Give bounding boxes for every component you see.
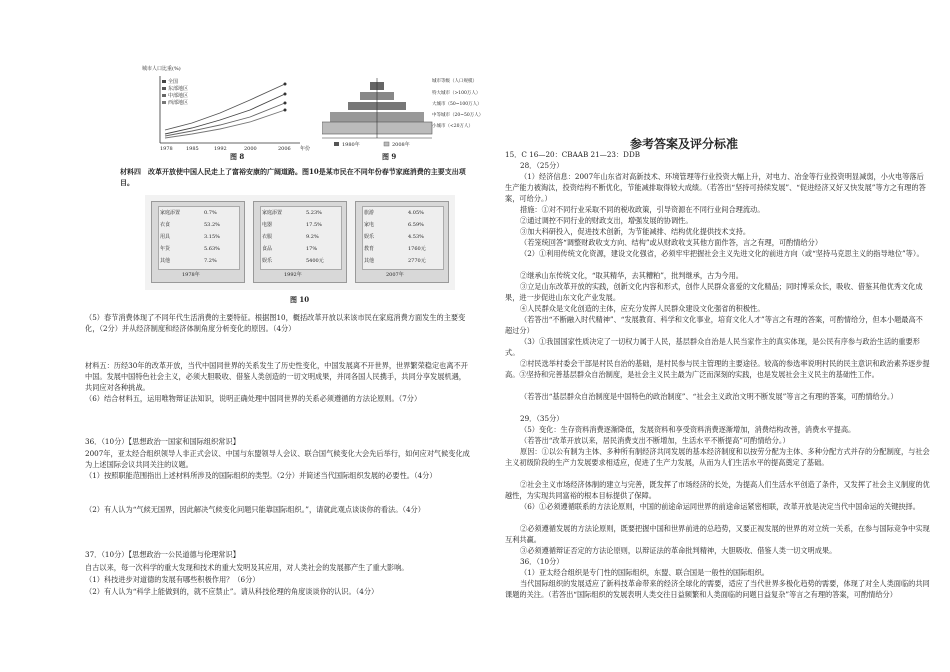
figure-10-2007-year: 2007年 bbox=[386, 272, 404, 278]
answer-line-17: （5）变化：生存资料消费逐渐降低，发展资料和享受资料消费逐渐增加，消费结构改善，消费水平提高。 bbox=[520, 425, 856, 434]
figure-10-1978-value-4: 5.63% bbox=[204, 246, 220, 252]
figure-9-caption: 图 9 bbox=[382, 152, 397, 161]
figure-10-1992-year: 1992年 bbox=[284, 272, 302, 278]
figure-10-2007-value-5: 2770元 bbox=[408, 258, 426, 264]
material-four: 材料四 改革开放使中国人民走上了富裕安康的广阔道路。图10是某市民在不同年份春节家庭消费的主要支出项目。 bbox=[120, 167, 466, 187]
answer-line-08: （2）①利用传统文化资源，建设文化强省，必须牢牢把握社会主义先进文化的前进方向（或“坚持马克思主义的指导地位”等）。 bbox=[520, 249, 924, 258]
answer-line-16: 29．（35分） bbox=[520, 414, 564, 423]
figure-9-x-legend-1980: 1980年 bbox=[342, 142, 360, 148]
answer-line-09: ②继承山东传统文化，“取其精华，去其糟粕”，批判继承，古为今用。 bbox=[520, 271, 743, 280]
material-five: 材料五：历经30年的改革开放，当代中国同世界的关系发生了历史性变化，中国发展离不开世界，世界繁荣稳定也离不开中国。发展中国特色社会主义，必须大胆吸收、借鉴人类创造的一切文明成果，并同各国人民携手，共同分享发展机遇，共同应对各种挑战。 bbox=[85, 361, 468, 392]
question-5: （5）春节消费体现了不同年代生活消费的主要特征。根据图10，概括改革开放以来该市民在家庭消费方面发生的主要变化，（2分）并从经济制度和经济体制角度分析变化的原因。（4分） bbox=[85, 313, 466, 333]
figure-10-2007-label-1: 旅游 bbox=[364, 210, 375, 216]
answer-line-26: 当代国际组织的发展适应了新科技革命带来的经济全球化的需要，适应了当代世界多极化趋势的需要，体现了对全人类面临的共同课题的关注。（若答出“国际组织的发展表明人类交往日益频繁和人类面临的问题日益复杂”等言之有理的答案，可酌情给分） bbox=[505, 579, 930, 599]
figure-10-1978-label-2: 衣食 bbox=[160, 222, 171, 228]
figure-9-legend-title: 城市等级（人口规模） bbox=[432, 79, 477, 84]
figure-10-1992-value-5: 5400元 bbox=[306, 258, 324, 264]
figure-10-panel-1978 bbox=[151, 201, 245, 283]
figure-9-x-legend-2008: 2008年 bbox=[392, 142, 410, 148]
answer-line-03: （1）经济信息：2007年山东省对高新技术、环境管理等行业投资大幅上升，对电力、冶金等行业投资明显减弱，小火电等落后生产能力被淘汰，投资结构不断优化，节能减排取得较大成绩。（若答出“坚持可持续发展”、“促进经济又好又快发展”等方之有理的答案，可给分。） bbox=[505, 172, 926, 203]
question-36-part-2: （2）有人认为“气候无国界，因此解决气候变化问题只能靠国际组织。”，请就此观点谈谈你的看法。（4分） bbox=[85, 505, 425, 514]
figure-8-xtick-year: 年份 bbox=[300, 146, 311, 152]
figure-10-1978-value-1: 0.7% bbox=[204, 210, 217, 216]
figure-10-caption: 图 10 bbox=[290, 295, 310, 304]
figure-10-1992-value-4: 17% bbox=[306, 246, 318, 252]
figure-8-caption: 图 8 bbox=[230, 152, 245, 161]
figure-10-1992-label-2: 电器 bbox=[262, 222, 273, 228]
answer-line-23: ③必须遵循辩证否定的方法论原则，以辩证法的革命批判精神，大胆吸收、借鉴人类一切文明成果。 bbox=[520, 546, 837, 555]
answer-line-05: ②通过调控不同行业的财政支出，增强发展的协调性。 bbox=[520, 216, 693, 225]
figure-10-2007-label-2: 家电 bbox=[364, 222, 375, 228]
answer-line-25: （1）亚太经合组织是专门性的国际组织，东盟、联合国是一般性的国际组织。 bbox=[520, 568, 769, 577]
figure-10-2007-label-4: 教育 bbox=[364, 246, 375, 252]
answer-line-13: （3）①我国国家性质决定了一切权力属于人民，基层群众自治是人民当家作主的真实体现，是公民有序参与政治生活的重要形式。 bbox=[505, 337, 920, 357]
question-37-body: 自古以来，每一次科学的重大发现和技术的重大发明及其应用，对人类社会的发展都产生了重大影响。 bbox=[85, 563, 409, 572]
figure-8-xtick-2000: 2000 bbox=[244, 146, 257, 152]
answer-title: 参考答案及评分标准 bbox=[630, 137, 739, 151]
answer-line-20: ②社会主义市场经济体制的建立与完善，既发挥了市场经济的长处，为提高人们生活水平创造了条件，又发挥了社会主义制度的优越性，为实现共同富裕的根本目标提供了保障。 bbox=[505, 480, 930, 500]
figure-8-legend-1: 全国 bbox=[168, 79, 179, 85]
answer-line-19: 原因：①以公有制为主体、多种所有制经济共同发展的基本经济制度和以按劳分配为主体、多种分配方式并存的分配制度，与社会主义初级阶段的生产力发展要求相适应，促进了生产力发展，从而为人们生活水平的提高奠定了基础。 bbox=[505, 447, 930, 467]
figure-10-1978-label-3: 用具 bbox=[160, 234, 171, 240]
figure-10-2007-label-5: 其他 bbox=[364, 258, 375, 264]
answer-line-21: （6）①必须遵循联系的方法论原则，中国的前途命运同世界的前途命运紧密相联，改革开放是决定当代中国命运的关键抉择。 bbox=[520, 502, 920, 511]
figure-8-xtick-1978: 1978 bbox=[160, 146, 173, 152]
question-36-body: 2007年，亚太经合组织领导人非正式会议、中国与东盟领导人会议、联合国气候变化大会先后举行，如何应对气候变化成为上述国际会议共同关注的议题。 bbox=[85, 449, 470, 469]
figure-10-1978-year: 1978年 bbox=[182, 272, 200, 278]
answer-line-06: ③加大科研投入，促进技术创新，为节能减排、结构优化提供技术支持。 bbox=[520, 227, 751, 236]
answer-line-22: ②必须遵循发展的方法论原则，既要把握中国和世界前进的总趋势，又要正视发展的世界的对立统一关系，在参与国际竞争中实现互利共赢。 bbox=[505, 524, 930, 544]
figure-10-1978-value-2: 53.2% bbox=[204, 222, 220, 228]
figure-10 bbox=[145, 195, 455, 305]
answer-line-15: （若答出“基层群众自治制度是中国特色的政治制度”、“社会主义政治文明不断发展”等言之有理的答案，可酌情给分。） bbox=[520, 392, 898, 401]
answer-line-14: ②村民选举村委会干部是村民自治的基础，是村民参与民主管理的主要途径。较高的参选率说明村民的民主意识和政治素养逐步提高。③坚持和完善基层群众自治制度，是社会主义民主最为广泛而深刻的实践，也是发展社会主义民主的基础性工作。 bbox=[505, 359, 930, 379]
figure-10-2007-value-2: 6.59% bbox=[408, 222, 424, 228]
figure-10-1978-label-1: 家庭添置 bbox=[160, 210, 181, 216]
figure-8 bbox=[140, 68, 320, 163]
figure-10-1978-value-3: 3.15% bbox=[204, 234, 220, 240]
figure-10-1992-label-4: 食品 bbox=[262, 246, 273, 252]
question-36-title: 36．（10分）【思想政治一国家和国际组织常识】 bbox=[85, 437, 240, 446]
question-36-part-1: （1）按照职能范围指出上述材料所涉及的国际组织的类型。（2分）并简述当代国际组织发展的必要性。（4分） bbox=[85, 471, 437, 480]
figure-10-1978-value-5: 7.2% bbox=[204, 258, 217, 264]
answer-line-12: （若答出“不断融入时代精神”、“发展教育、科学和文化事业，培育文化人才”等言之有理的答案，可酌情给分，但本小题最高不超过分） bbox=[505, 315, 923, 335]
question-37-part-1: （1）科技进步对道德的发展有哪些积极作用？（6分） bbox=[85, 575, 260, 584]
figure-10-panel-1992 bbox=[253, 201, 347, 283]
figure-10-1992-label-3: 衣服 bbox=[262, 234, 273, 240]
answer-line-18: （若答出“改革开放以来，居民消费支出不断增加，生活水平不断提高”可酌情给分。） bbox=[520, 436, 790, 445]
figure-10-1992-value-1: 5.23% bbox=[306, 210, 322, 216]
figure-10-1992-label-5: 娱乐 bbox=[262, 258, 273, 264]
figure-9-legend-4: 小城市（<20万人） bbox=[432, 124, 473, 129]
answer-line-04: 措施：①对不同行业采取不同的税收政策，引导资源在不同行业间合理流动。 bbox=[520, 205, 765, 214]
figure-9-legend-2: 大城市（50~100万人） bbox=[432, 102, 482, 107]
answer-line-10: ③立足山东改革开放的实践，创新文化内容和形式，创作人民群众喜爱的文化精品；同时博采众长，吸收、借鉴其他优秀文化成果，进一步促进山东文化产业发展。 bbox=[505, 282, 923, 302]
figure-9-legend-1: 特大城市（>100万人） bbox=[432, 91, 481, 96]
figure-8-xtick-2006: 2006 bbox=[278, 146, 291, 152]
figure-8-xtick-1985: 1985 bbox=[186, 146, 199, 152]
answer-line-02: 28．（25分） bbox=[520, 161, 564, 170]
answer-line-01: 15．C 16—20：CBAAB 21—23：DDB bbox=[505, 150, 640, 159]
figure-10-2007-value-1: 4.05% bbox=[408, 210, 424, 216]
figure-8-legend-4: 西部地区 bbox=[168, 100, 189, 106]
figure-10-2007-label-3: 娱乐 bbox=[364, 234, 375, 240]
question-6: （6）结合材料五，运用唯物辩证法知识，说明正确处理中国同世界的关系必须遵循的方法论原则。（7分） bbox=[85, 394, 422, 403]
figure-10-1978-label-5: 其他 bbox=[160, 258, 171, 264]
figure-10-1992-label-1: 家庭添置 bbox=[262, 210, 283, 216]
figure-9 bbox=[322, 68, 482, 163]
figure-8-legend-3: 中部地区 bbox=[168, 93, 189, 99]
figure-8-legend-2: 东部地区 bbox=[168, 86, 189, 92]
figure-10-1992-value-2: 17.5% bbox=[306, 222, 322, 228]
answer-line-24: 36．（10分） bbox=[520, 557, 564, 566]
figure-8-y-title: 城市人口比重(%) bbox=[142, 66, 181, 72]
figure-10-1978-label-4: 年货 bbox=[160, 246, 171, 252]
question-37-part-2: （2）有人认为“科学上能做到的，就不应禁止”。请从科技伦理的角度谈谈你的认识。（4分） bbox=[85, 587, 379, 596]
figure-9-legend-3: 中等城市（20~50万人） bbox=[432, 113, 484, 118]
figure-10-2007-value-3: 4.53% bbox=[408, 234, 424, 240]
figure-10-2007-value-4: 1760元 bbox=[408, 246, 426, 252]
answer-line-07: （若笼统回答“调整财政收支方向、结构”或从财政收支其他方面作答，言之有理，可酌情给分） bbox=[520, 238, 823, 247]
answer-line-11: ④人民群众是文化创造的主体，应充分发挥人民群众建设文化强省的积极性。 bbox=[520, 304, 765, 313]
figure-8-xtick-1992: 1992 bbox=[214, 146, 227, 152]
question-37-title: 37．（10分）【思想政治一公民道德与伦理常识】 bbox=[85, 550, 240, 559]
figure-10-1992-value-3: 9.2% bbox=[306, 234, 319, 240]
figure-10-panel-2007 bbox=[355, 201, 449, 283]
